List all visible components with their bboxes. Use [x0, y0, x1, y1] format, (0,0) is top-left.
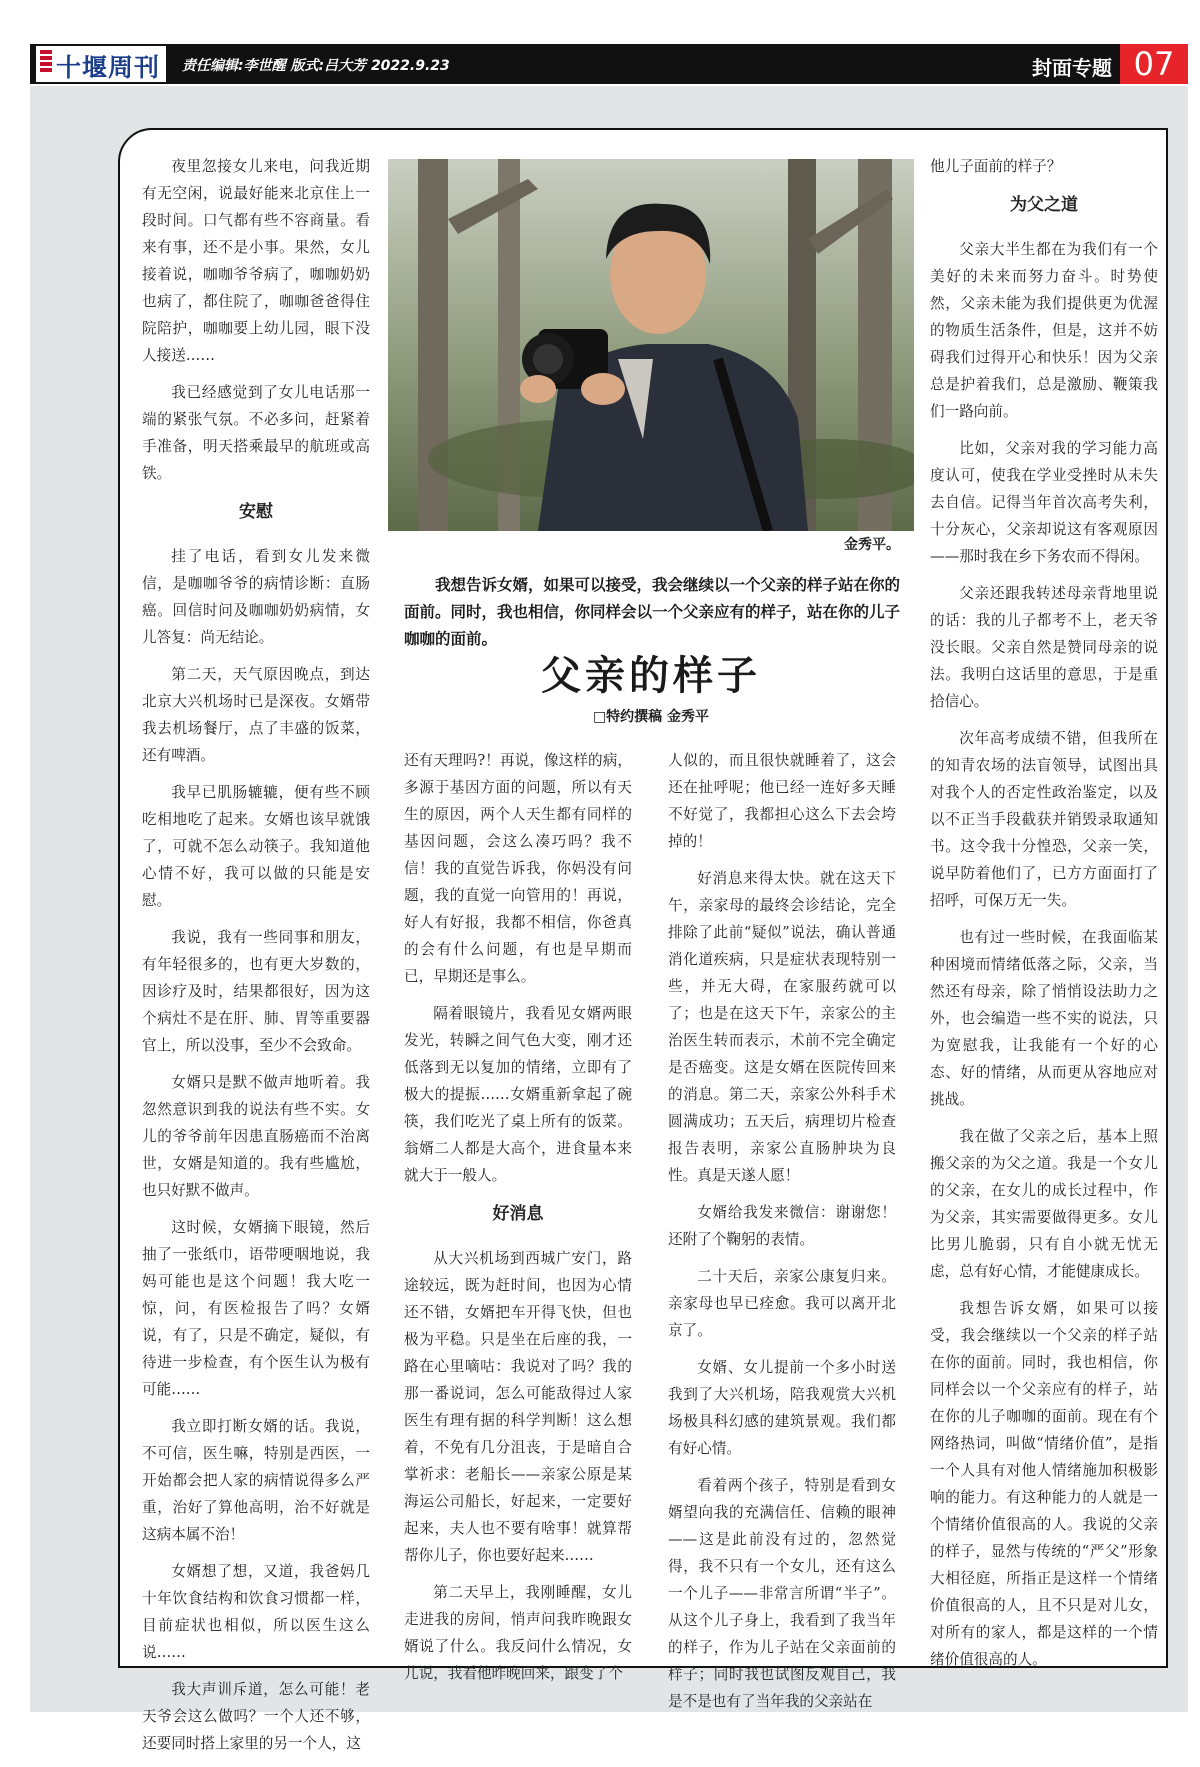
paragraph: 隔着眼镜片，我看见女婿两眼发光，转瞬之间气色大变，刚才还低落到无以复加的情绪，立即有了极大的提振……女婿重新拿起了碗筷，我们吃光了桌上所有的饭菜。翁婿二人都是大高个，进食量本来就大于一般人。: [404, 1005, 632, 1184]
article-column-2: [404, 747, 632, 1697]
section-heading: 为父之道: [1010, 195, 1078, 215]
paragraph: 第二天早上，我刚睡醒，女儿走进我的房间，悄声问我昨晚跟女婿说了什么。我反问什么情况，女儿说，我看他昨晚回来，跟变了个: [404, 1584, 632, 1682]
paragraph: 女婿只是默不做声地听着。我忽然意识到我的说法有些不实。女儿的爷爷前年因患直肠癌而不治离世，女婿是知道的。我有些尴尬，也只好默不做声。: [142, 1074, 370, 1199]
paragraph: 我立即打断女婿的话。我说，不可信，医生嘛，特别是西医，一开始都会把人家的病情说得多么严重，治好了算他高明，治不好就是这病本属不治！: [142, 1418, 370, 1543]
section-heading: 好消息: [492, 1204, 544, 1224]
paragraph: 看着两个孩子，特别是看到女婿望向我的充满信任、信赖的眼神——这是此前没有过的，忽然觉得，我不只有一个女儿，还有这么一个儿子——非常言所谓“半子”。从这个儿子身上，我看到了我当年的样子，作为儿子站在父亲面前的样子；同时我也试图反观自己，我是不是也有了当年我的父亲站在: [668, 1477, 896, 1710]
paragraph: 人似的，而且很快就睡着了，这会还在扯呼呢；他已经一连好多天睡不好觉了，我都担心这么下去会垮掉的！: [668, 752, 896, 850]
paragraph: 父亲大半生都在为我们有一个美好的未来而努力奋斗。时势使然，父亲未能为我们提供更为优渥的物质生活条件，但是，这并不妨碍我们过得开心和快乐！因为父亲总是护着我们，总是激励、鞭策我们一路向前。: [930, 241, 1158, 420]
page-header: [30, 44, 1188, 84]
paragraph: 挂了电话，看到女儿发来微信，是咖咖爷爷的病情诊断：直肠癌。回信时问及咖咖奶奶病情，女儿答复：尚无结论。: [142, 548, 370, 646]
photo-caption: 金秀平。: [844, 537, 900, 553]
photographer-image: [388, 159, 914, 531]
paragraph: 次年高考成绩不错，但我所在的知青农场的法盲领导，试图出具对我个人的否定性政治鉴定，以及以不正当手段截获并销毁录取通知书。这令我十分惶恐，父亲一笑，说早防着他们了，已方方面面打了招呼，可保万无一失。: [930, 730, 1158, 909]
paragraph: 二十天后，亲家公康复归来。亲家母也早已痊愈。我可以离开北京了。: [668, 1268, 896, 1339]
paragraph: 我在做了父亲之后，基本上照搬父亲的为父之道。我是一个女儿的父亲，在女儿的成长过程中，作为父亲，其实需要做得更多。女儿比男儿脆弱，只有自小就无忧无虑，总有好心情，才能健康成长。: [930, 1128, 1158, 1280]
article-lead: 我想告诉女婿，如果可以接受，我会继续以一个父亲的样子站在你的面前。同时，我也相信，你同样会以一个父亲应有的样子，站在你的儿子咖咖的面前。: [404, 575, 901, 648]
masthead-logo: [36, 46, 166, 82]
paragraph: 父亲还跟我转述母亲背地里说的话：我的儿子都考不上，老天爷没长眼。父亲自然是赞同母亲的说法。我明白这话里的意思，于是重拾信心。: [930, 585, 1158, 710]
paragraph: 这时候，女婿摘下眼镜，然后抽了一张纸巾，语带哽咽地说，我妈可能也是这个问题！我大吃一惊，问，有医检报告了吗？女婿说，有了，只是不确定，疑似，有待进一步检查，有个医生认为极有可能……: [142, 1219, 370, 1398]
paragraph: 夜里忽接女儿来电，问我近期有无空闲，说最好能来北京住上一段时间。口气都有些不容商量。看来有事，还不是小事。果然，女儿接着说，咖咖爷爷病了，咖咖奶奶也病了，都住院了，咖咖爸爸得住院陪护，咖咖要上幼儿园，眼下没人接送……: [142, 158, 370, 364]
masthead-bars-icon: [40, 50, 52, 78]
section-heading: 安慰: [239, 502, 273, 522]
paragraph: 女婿给我发来微信：谢谢您！还附了个鞠躬的表情。: [668, 1204, 896, 1248]
paragraph: 我想告诉女婿，如果可以接受，我会继续以一个父亲的样子站在你的面前。同时，我也相信，你同样会以一个父亲应有的样子，站在你的儿子咖咖的面前。现在有个网络热词，叫做“情绪价值”，是指一个人具有对他人情绪施加积极影响的能力。有这种能力的人就是一个情绪价值很高的人。我说的父亲的样子，显然与传统的“严父”形象大相径庭，所指正是这样一个情绪价值很高的人，且不只是对儿女，对所有的家人，都是这样的一个情绪价值很高的人。: [930, 1300, 1158, 1668]
paragraph: 他儿子面前的样子？: [930, 158, 1062, 175]
article-column-4: [930, 153, 1158, 1683]
article-column-1: [142, 153, 370, 1767]
paragraph: 我已经感觉到了女儿电话那一端的紧张气氛。不必多问，赶紧着手准备，明天搭乘最早的航班或高铁。: [142, 384, 370, 482]
article-column-3: [668, 747, 896, 1725]
paragraph: 还有天理吗?！再说，像这样的病，多源于基因方面的问题，所以有天生的原因，两个人天生都有同样的基因问题，会这么凑巧吗？我不信！我的直觉告诉我，你妈没有问题，我的直觉一向管用的！再说，好人有好报，我都不相信，你爸真的会有什么问题，有也是早期而已，早期还是事么。: [404, 752, 632, 985]
paragraph: 我大声训斥道，怎么可能！老天爷会这么做吗？一个人还不够，还要同时搭上家里的另一个人，这: [142, 1681, 370, 1752]
editor-credits: 责任编辑:李世醒 版式:吕大芳 2022.9.23: [182, 58, 450, 74]
paragraph: 好消息来得太快。就在这天下午，亲家母的最终会诊结论，完全排除了此前“疑似”说法，确认普通消化道疾病，只是症状表现特别一些，并无大碍，在家服药就可以了；也是在这天下午，亲家公的主治医生转而表示，术前不完全确定是否癌变。这是女婿在医院传回来的消息。第二天，亲家公外科手术圆满成功；五天后，病理切片检查报告表明，亲家公直肠肿块为良性。真是天遂人愿！: [668, 870, 896, 1184]
paragraph: 第二天，天气原因晚点，到达北京大兴机场时已是深夜。女婿带我去机场餐厅，点了丰盛的饭菜，还有啤酒。: [142, 666, 370, 764]
paragraph: 也有过一些时候，在我面临某种困境而情绪低落之际，父亲，当然还有母亲，除了悄悄设法助力之外，也会编造一些不实的说法，只为宽慰我，让我能有一个好的心态、好的情绪，从而更从容地应对挑战。: [930, 929, 1158, 1108]
section-title: 封面专题: [1032, 56, 1112, 80]
paragraph: 从大兴机场到西城广安门，路途较远，既为赶时间，也因为心情还不错，女婿把车开得飞快，但也极为平稳。只是坐在后座的我，一路在心里嘀咕：我说对了吗？我的那一番说词，怎么可能敌得过人家医生有理有据的科学判断！这么想着，不免有几分沮丧，于是暗自合掌祈求：老船长——亲家公原是某海运公司船长，好起来，一定要好起来，夫人也不要有啥事！就算帮帮你儿子，你也要好起来……: [404, 1250, 632, 1564]
masthead-title: 十堰周刊: [56, 53, 161, 82]
paragraph: 我说，我有一些同事和朋友，有年轻很多的，也有更大岁数的，因诊疗及时，结果都很好，因为这个病灶不是在肝、肺、胃等重要器官上，所以没事，至少不会致命。: [142, 929, 370, 1054]
paragraph: 女婿、女儿提前一个多小时送我到了大兴机场，陪我观赏大兴机场极具科幻感的建筑景观。我们都有好心情。: [668, 1359, 896, 1457]
paragraph: 女婿想了想，又道，我爸妈几十年饮食结构和饮食习惯都一样，目前症状也相似，所以医生这么说……: [142, 1563, 370, 1661]
article-title: 父亲的样子: [541, 652, 761, 699]
page-number: 07: [1120, 44, 1188, 84]
article-byline: □特约撰稿 金秀平: [592, 709, 710, 725]
paragraph: 我早已肌肠辘辘，便有些不顾吃相地吃了起来。女婿也该早就饿了，可就不怎么动筷子。我知道他心情不好，我可以做的只能是安慰。: [142, 784, 370, 909]
author-photo: [388, 159, 914, 531]
paragraph: 比如，父亲对我的学习能力高度认可，使我在学业受挫时从未失去自信。记得当年首次高考失利，十分灰心，父亲却说这有客观原因——那时我在乡下务农而不得闲。: [930, 440, 1158, 565]
